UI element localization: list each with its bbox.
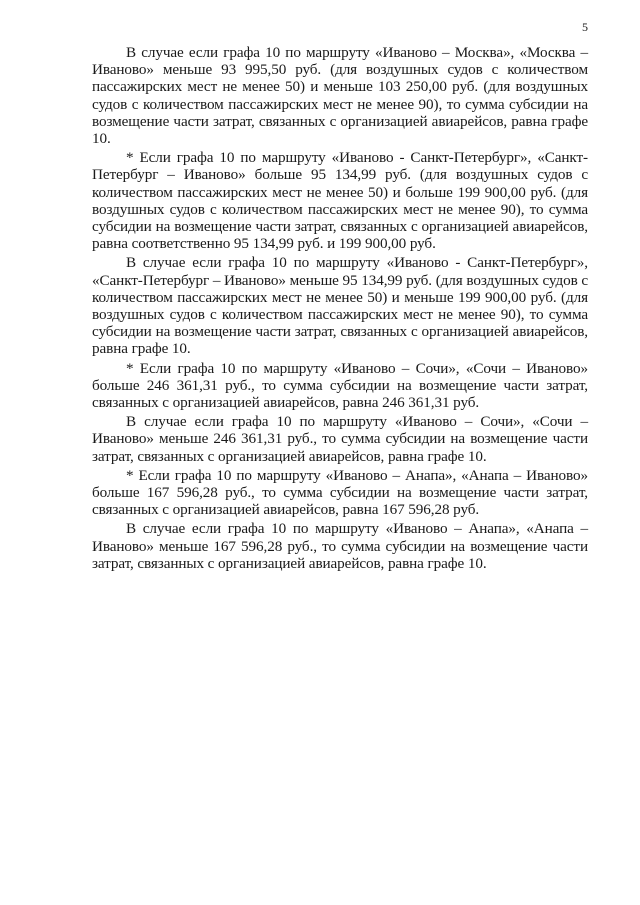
paragraph-spb-below-threshold: В случае если графа 10 по маршруту «Иваново - Санкт-Петербург», «Санкт-Петербург – Иваново» меньше 95 134,99 руб. (для воздушных судов с количеством пассажирских мест не менее 50) и меньше 199 900,00 руб. (для воздушных судов с количеством пассажирских мест не менее 90), то сумма субсидии на возмещение части затрат, связанных с организацией авиарейсов, равна графе 10. xyxy=(92,254,588,358)
paragraph-moscow-below-threshold: В случае если графа 10 по маршруту «Иваново – Москва», «Москва – Иваново» меньше 93 995,50 руб. (для воздушных судов с количеством пассажирских мест не менее 50) и меньше 103 250,00 руб. (для воздушных судов с количеством пассажирских мест не менее 90), то сумма субсидии на возмещение части затрат, связанных с организацией авиарейсов, равна графе 10. xyxy=(92,44,588,148)
document-body xyxy=(92,44,588,574)
paragraph-spb-above-threshold: * Если графа 10 по маршруту «Иваново - Санкт-Петербург», «Санкт-Петербург – Иваново» больше 95 134,99 руб. (для воздушных судов с количеством пассажирских мест не менее 50) и больше 199 900,00 руб. (для воздушных судов с количеством пассажирских мест не менее 90), то сумма субсидии на возмещение части затрат, связанных с организацией авиарейсов, равна соответственно 95 134,99 руб. и 199 900,00 руб. xyxy=(92,149,588,253)
paragraph-anapa-above-threshold: * Если графа 10 по маршруту «Иваново – Анапа», «Анапа – Иваново» больше 167 596,28 руб., то сумма субсидии на возмещение части затрат, связанных с организацией авиарейсов, равна 167 596,28 руб. xyxy=(92,466,588,519)
page-number: 5 xyxy=(582,20,588,34)
paragraph-sochi-below-threshold: В случае если графа 10 по маршруту «Иваново – Сочи», «Сочи – Иваново» меньше 246 361,31 руб., то сумма субсидии на возмещение части затрат, связанных с организацией авиарейсов, равна графе 10. xyxy=(92,413,588,465)
paragraph-anapa-below-threshold: В случае если графа 10 по маршруту «Иваново – Анапа», «Анапа – Иваново» меньше 167 596,28 руб., то сумма субсидии на возмещение части затрат, связанных с организацией авиарейсов, равна графе 10. xyxy=(92,520,588,572)
paragraph-sochi-above-threshold: * Если графа 10 по маршруту «Иваново – Сочи», «Сочи – Иваново» больше 246 361,31 руб., то сумма субсидии на возмещение части затрат, связанных с организацией авиарейсов, равна 246 361,31 руб. xyxy=(92,359,588,412)
